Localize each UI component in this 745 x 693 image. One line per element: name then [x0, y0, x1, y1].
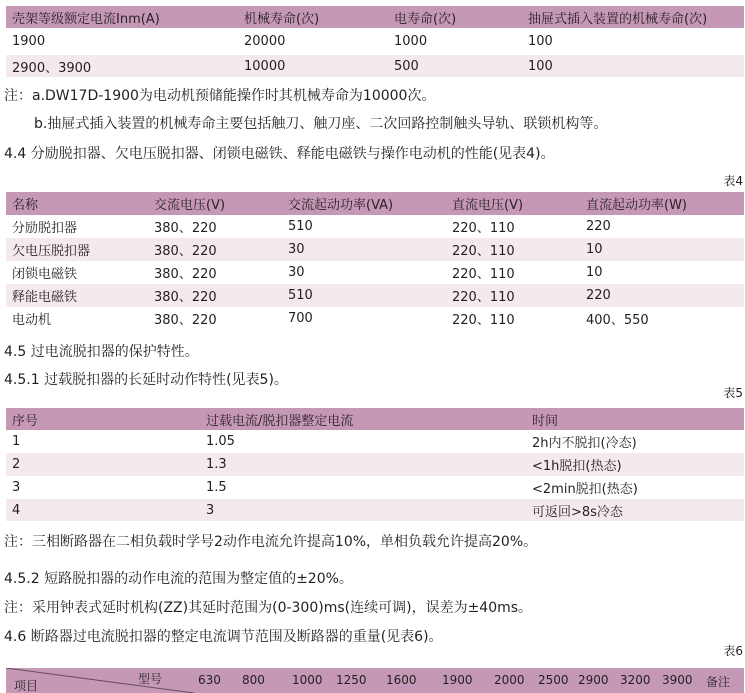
- table-row: [6, 476, 744, 499]
- table-cell: 30: [288, 242, 305, 257]
- section-4-5-2: 4.5.2 短路脱扣器的动作电流的范围为整定值的±20%。: [4, 571, 353, 587]
- note-b: b.抽屉式插入装置的机械寿命主要包括触刀、触刀座、二次回路控制触头导轨、联锁机构等。: [34, 116, 608, 132]
- table-cell: 1: [12, 434, 21, 449]
- table-cell: 2900、3900: [12, 60, 92, 76]
- table-header-cell: 直流电压(V): [452, 198, 524, 213]
- table-cell: 30: [288, 265, 305, 280]
- table-6-header: [6, 668, 744, 693]
- table-header-cell: 交流起动功率(VA): [288, 198, 394, 213]
- table4-label: 表4: [723, 174, 743, 188]
- table-cell: 3: [206, 502, 215, 518]
- table-5: [6, 408, 744, 521]
- table6-col-header: 3900: [662, 673, 693, 687]
- table-cell: 500: [394, 58, 419, 74]
- table6-col-header: 3200: [620, 673, 651, 687]
- table6-col-header: 2900: [578, 673, 609, 687]
- table-cell: 220: [586, 219, 611, 234]
- table-row: [6, 28, 744, 55]
- table-cell: 释能电磁铁: [12, 290, 78, 305]
- table-cell: 220、110: [452, 221, 515, 236]
- table-header-row: [6, 408, 744, 430]
- table-cell: 20000: [244, 34, 286, 49]
- table-cell: 220、110: [452, 267, 515, 282]
- table-cell: 400、550: [586, 313, 649, 328]
- table-row: [6, 55, 744, 77]
- table-cell: 220、110: [452, 313, 515, 328]
- table-cell: 闭锁电磁铁: [12, 267, 78, 282]
- table-header-cell: 时间: [532, 413, 559, 429]
- table6-col-header: 1600: [386, 673, 417, 687]
- table-cell: 欠电压脱扣器: [12, 244, 91, 259]
- table-cell: <2min脱扣(热态): [532, 482, 638, 497]
- table-row: [6, 499, 744, 521]
- table-cell: 220、110: [452, 244, 515, 259]
- table-header-cell: 过载电流/脱扣器整定电流: [206, 413, 354, 429]
- table-cell: 510: [288, 288, 313, 303]
- table-cell: 可返回>8s冷态: [532, 504, 623, 520]
- table-cell: 100: [528, 58, 553, 74]
- section-4-6: 4.6 断路器过电流脱扣器的整定电流调节范围及断路器的重量(见表6)。: [4, 629, 443, 645]
- table-header-row: [6, 192, 744, 215]
- table-header-cell: 抽屉式插入装置的机械寿命(次): [528, 11, 708, 27]
- table-cell: 3: [12, 480, 21, 495]
- section-4-4: 4.4 分励脱扣器、欠电压脱扣器、闭锁电磁铁、释能电磁铁与操作电动机的性能(见表4)。: [4, 146, 555, 162]
- table-cell: 380、220: [154, 267, 217, 282]
- table-cell: 380、220: [154, 221, 217, 236]
- table-cell: 分励脱扣器: [12, 221, 78, 236]
- table6-label: 表6: [723, 644, 743, 658]
- table6-col-header: 630: [198, 673, 221, 687]
- table-header-cell: 直流起动功率(W): [586, 198, 687, 213]
- lifetime-table: [6, 6, 744, 77]
- note-zz: 注：采用钟表式延时机构(ZZ)其延时范围为(0-300)ms(连续可调)，误差为±40ms。: [4, 600, 533, 616]
- table-row: [6, 307, 744, 330]
- table-cell: 380、220: [154, 244, 217, 259]
- table-cell: 220: [586, 288, 611, 303]
- section-4-5: 4.5 过电流脱扣器的保护特性。: [4, 344, 199, 360]
- table-cell: 10: [586, 265, 603, 280]
- table-cell: 10: [586, 242, 603, 257]
- table-cell: 1.5: [206, 480, 227, 495]
- table-header-cell: 交流电压(V): [154, 198, 226, 213]
- table6-corner-bottom: 项目: [14, 679, 39, 693]
- table-cell: 2: [12, 457, 21, 472]
- table-header-cell: 名称: [12, 198, 39, 213]
- table-header-cell: 电寿命(次): [394, 11, 457, 27]
- table-cell: 380、220: [154, 290, 217, 305]
- note-table5: 注：三相断路器在二相负载时学号2动作电流允许提高10%，单相负载允许提高20%。: [4, 534, 538, 550]
- table6-col-header: 备注: [706, 675, 731, 689]
- table6-col-header: 2000: [494, 673, 525, 687]
- table-cell: 电动机: [12, 313, 52, 328]
- table-header-cell: 机械寿命(次): [244, 11, 320, 27]
- table6-col-header: 800: [242, 673, 265, 687]
- table-row: [6, 238, 744, 261]
- table-cell: 10000: [244, 58, 286, 74]
- table-cell: 1900: [12, 34, 46, 49]
- table-cell: 1000: [394, 34, 428, 49]
- table-4: [6, 192, 744, 330]
- table-cell: 510: [288, 219, 313, 234]
- table6-col-header: 1000: [292, 673, 323, 687]
- table-cell: 700: [288, 311, 313, 326]
- table-header-row: [6, 6, 744, 28]
- section-4-5-1: 4.5.1 过载脱扣器的长延时动作特性(见表5)。: [4, 372, 288, 388]
- table-cell: 380、220: [154, 313, 217, 328]
- table-row: [6, 261, 744, 284]
- note-a: 注：a.DW17D-1900为电动机预储能操作时其机械寿命为10000次。: [4, 88, 436, 104]
- table-cell: 4: [12, 502, 21, 518]
- table5-label: 表5: [723, 386, 743, 400]
- table6-col-header: 1250: [336, 673, 367, 687]
- table-header-cell: 序号: [12, 413, 39, 429]
- table-cell: 100: [528, 34, 553, 49]
- table6-col-header: 2500: [538, 673, 569, 687]
- table-header-cell: 壳架等级额定电流Inm(A): [12, 11, 160, 27]
- table-row: [6, 430, 744, 453]
- table-cell: 1.3: [206, 457, 227, 472]
- table-row: [6, 284, 744, 307]
- table6-corner-top: 型号: [138, 672, 163, 686]
- table-cell: <1h脱扣(热态): [532, 459, 622, 474]
- table-cell: 220、110: [452, 290, 515, 305]
- table6-col-header: 1900: [442, 673, 473, 687]
- table-cell: 1.05: [206, 434, 235, 449]
- table-cell: 2h内不脱扣(冷态): [532, 436, 637, 451]
- table-row: [6, 453, 744, 476]
- table-row: [6, 215, 744, 238]
